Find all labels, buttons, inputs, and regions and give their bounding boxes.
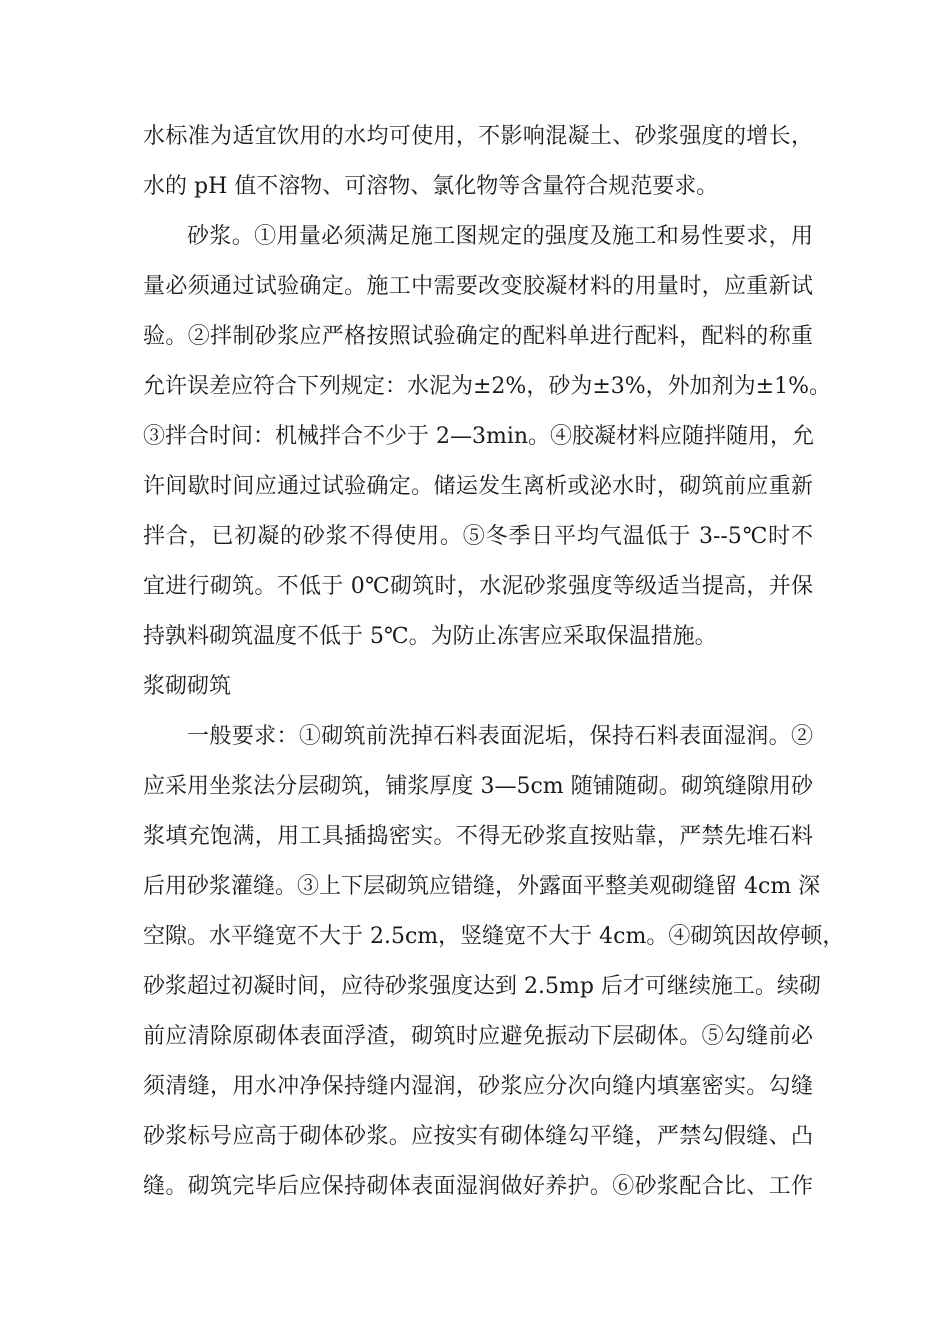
text-line: 应采用坐浆法分层砌筑，铺浆厚度 3—5cm 随铺随砌。砌筑缝隙用砂 [143, 774, 813, 799]
text-line: 宜进行砌筑。不低于 0℃砌筑时，水泥砂浆强度等级适当提高，并保 [143, 574, 813, 599]
text-line: 浆填充饱满，用工具插捣密实。不得无砂浆直按贴靠，严禁先堆石料 [143, 824, 813, 849]
text-line: 量必须通过试验确定。施工中需要改变胶凝材料的用量时，应重新试 [143, 274, 813, 299]
text-line: 拌合，已初凝的砂浆不得使用。⑤冬季日平均气温低于 3--5℃时不 [143, 524, 813, 549]
text-line: 水的 pH 值不溶物、可溶物、氯化物等含量符合规范要求。 [143, 174, 719, 199]
text-line: 持孰料砌筑温度不低于 5℃。为防止冻害应采取保温措施。 [143, 624, 717, 649]
text-line: 许间歇时间应通过试验确定。储运发生离析或泌水时，砌筑前应重新 [143, 474, 813, 499]
text-line: ③拌合时间：机械拌合不少于 2—3min。④胶凝材料应随拌随用，允 [143, 424, 815, 449]
paragraph-start-line: 一般要求：①砌筑前洗掉石料表面泥垢，保持石料表面湿润。② [187, 724, 813, 749]
text-line: 水标准为适宜饮用的水均可使用，不影响混凝土、砂浆强度的增长， [143, 124, 813, 149]
section-heading: 浆砌砌筑 [143, 674, 232, 699]
text-line: 缝。砌筑完毕后应保持砌体表面湿润做好养护。⑥砂浆配合比、工作 [143, 1174, 813, 1199]
text-line: 须清缝，用水冲净保持缝内湿润，砂浆应分次向缝内填塞密实。勾缝 [143, 1074, 813, 1099]
paragraph-start-line: 砂浆。①用量必须满足施工图规定的强度及施工和易性要求，用 [187, 224, 813, 249]
text-line: 允许误差应符合下列规定：水泥为±2%，砂为±3%，外加剂为±1%。 [143, 374, 832, 399]
text-line: 空隙。水平缝宽不大于 2.5cm，竖缝宽不大于 4cm。④砌筑因故停顿， [143, 924, 845, 949]
text-line: 后用砂浆灌缝。③上下层砌筑应错缝，外露面平整美观砌缝留 4cm 深 [143, 874, 821, 899]
text-line: 砂浆标号应高于砌体砂浆。应按实有砌体缝勾平缝，严禁勾假缝、凸 [143, 1124, 813, 1149]
text-line: 验。②拌制砂浆应严格按照试验确定的配料单进行配料，配料的称重 [143, 324, 813, 349]
text-line: 前应清除原砌体表面浮渣，砌筑时应避免振动下层砌体。⑤勾缝前必 [143, 1024, 813, 1049]
text-line: 砂浆超过初凝时间，应待砂浆强度达到 2.5mp 后才可继续施工。续砌 [143, 974, 821, 999]
